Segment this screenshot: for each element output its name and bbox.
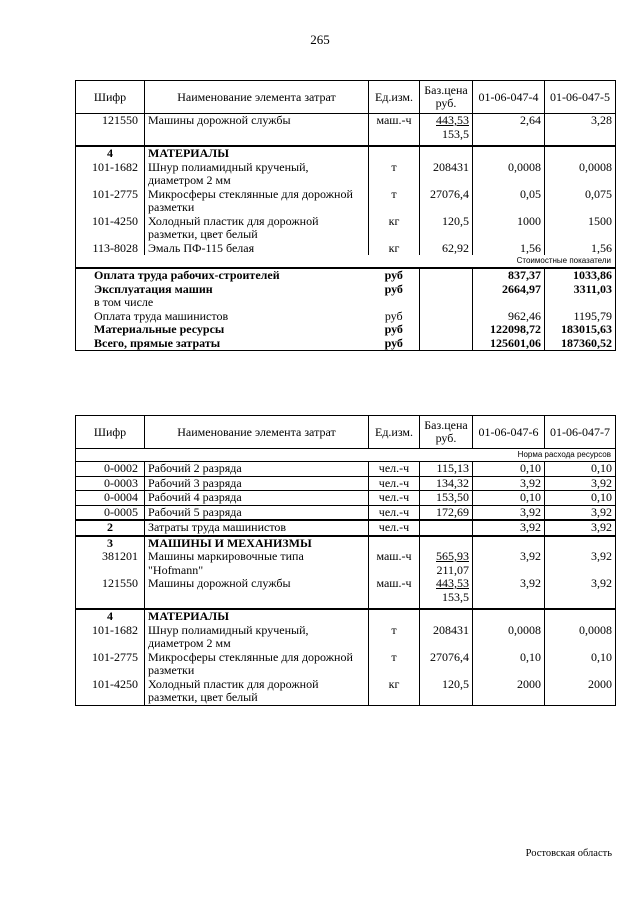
cost-row <box>76 337 616 351</box>
table-row <box>76 520 616 536</box>
cost-value-2: 183015,63 <box>545 323 616 337</box>
row-name-line1: Шнур полиамидный крученый, <box>148 622 309 637</box>
row-value-1: 0,0008 <box>473 161 545 188</box>
row-code: 2 <box>76 520 145 536</box>
row-price: 208431 <box>420 161 473 188</box>
row-value-2: 1,56 <box>545 242 616 256</box>
row-value-1: 3,92 <box>473 550 545 577</box>
row-name-line1: Машины маркировочные типа <box>148 549 304 563</box>
header-col-1: 01-06-047-6 <box>473 416 545 449</box>
cost-label: Оплата труда машинистов <box>76 310 369 324</box>
row-code: 101-1682 <box>76 161 145 188</box>
price-total: 565,93 <box>436 549 469 563</box>
row-value-2: 3,92 <box>545 476 616 491</box>
header-price-line1: Баз.цена <box>424 418 468 432</box>
table-row <box>76 476 616 491</box>
row-price: 120,5 <box>420 215 473 242</box>
row-value-2: 3,92 <box>545 577 616 604</box>
row-name-line2: разметки, цвет белый <box>148 227 258 241</box>
cost-label: Эксплуатация машин <box>76 283 369 297</box>
cost-value-2: 3311,03 <box>545 283 616 297</box>
row-price <box>420 114 473 142</box>
section-header <box>76 609 616 624</box>
row-code: 381201 <box>76 550 145 577</box>
row-name: Рабочий 2 разряда <box>145 462 369 477</box>
table-row <box>76 242 616 256</box>
cost-unit: руб <box>369 337 420 351</box>
row-code: 113-8028 <box>76 242 145 256</box>
row-unit: чел.-ч <box>369 505 420 520</box>
price-operator: 211,07 <box>436 562 469 577</box>
row-code: 0-0002 <box>76 462 145 477</box>
row-unit: маш.-ч <box>369 550 420 577</box>
row-unit: чел.-ч <box>369 491 420 506</box>
table-row <box>76 624 616 651</box>
row-price: 62,92 <box>420 242 473 256</box>
cost-row <box>76 283 616 297</box>
row-code: 0-0005 <box>76 505 145 520</box>
table-row <box>76 678 616 706</box>
cost-value-2: 1033,86 <box>545 268 616 283</box>
cost-label: в том числе <box>76 296 369 310</box>
row-name <box>145 215 369 242</box>
price-total: 443,53 <box>436 113 469 127</box>
table-row <box>76 215 616 242</box>
row-name-line2: разметки <box>148 200 195 214</box>
cost-unit: руб <box>369 310 420 324</box>
section-number: 3 <box>76 536 145 551</box>
row-value-2: 1500 <box>545 215 616 242</box>
section-header <box>76 146 616 161</box>
cost-row <box>76 268 616 283</box>
header-col-2: 01-06-047-5 <box>545 81 616 114</box>
resource-table-1 <box>75 80 616 351</box>
table-header <box>76 81 616 114</box>
cost-value-2: 187360,52 <box>545 337 616 351</box>
footer-region: Ростовская область <box>525 848 612 859</box>
row-value-2: 0,0008 <box>545 624 616 651</box>
row-value-2: 0,0008 <box>545 161 616 188</box>
header-unit: Ед.изм. <box>369 81 420 114</box>
row-name <box>145 651 369 678</box>
row-unit: чел.-ч <box>369 476 420 491</box>
row-name-line1: Микросферы стеклянные для дорожной <box>148 186 353 201</box>
cost-value-1 <box>473 296 545 310</box>
row-unit: т <box>369 624 420 651</box>
row-name-line2: диаметром 2 мм <box>148 636 231 650</box>
row-unit: чел.-ч <box>369 462 420 477</box>
cost-unit <box>369 296 420 310</box>
header-price-line1: Баз.цена <box>424 83 468 97</box>
row-price: 27076,4 <box>420 188 473 215</box>
header-unit: Ед.изм. <box>369 416 420 449</box>
cost-value-1: 125601,06 <box>473 337 545 351</box>
row-name-line1: Шнур полиамидный крученый, <box>148 159 309 174</box>
section-title: МАШИНЫ И МЕХАНИЗМЫ <box>145 536 369 551</box>
header-price <box>420 416 473 449</box>
row-value-1: 1000 <box>473 215 545 242</box>
row-unit: т <box>369 651 420 678</box>
cost-label: Материальные ресурсы <box>76 323 369 337</box>
row-price: 172,69 <box>420 505 473 520</box>
row-value-1: 0,10 <box>473 651 545 678</box>
row-value-2: 3,92 <box>545 505 616 520</box>
table-header <box>76 416 616 449</box>
section-number: 4 <box>76 146 145 161</box>
row-price <box>420 550 473 577</box>
row-name-line2: разметки, цвет белый <box>148 690 258 704</box>
cost-unit: руб <box>369 323 420 337</box>
row-unit: чел.-ч <box>369 520 420 536</box>
cost-row <box>76 323 616 337</box>
header-price-line2: руб. <box>435 96 457 110</box>
row-value-1: 3,92 <box>473 505 545 520</box>
row-value-1: 3,92 <box>473 520 545 536</box>
page-number: 265 <box>310 32 330 47</box>
resource-table-2 <box>75 415 616 706</box>
cost-label: Оплата труда рабочих-строителей <box>76 268 369 283</box>
row-name <box>145 242 369 256</box>
row-name-line1: Холодный пластик для дорожной <box>148 676 319 691</box>
row-value-1: 3,92 <box>473 577 545 604</box>
price-total: 443,53 <box>436 576 469 590</box>
row-code: 0-0003 <box>76 476 145 491</box>
row-unit: маш.-ч <box>369 114 420 142</box>
row-name-line1: Машины дорожной службы <box>148 576 291 590</box>
row-code: 101-2775 <box>76 188 145 215</box>
row-unit: кг <box>369 242 420 256</box>
row-name <box>145 678 369 706</box>
price-operator: 153,5 <box>442 589 469 604</box>
cost-value-1: 2664,97 <box>473 283 545 297</box>
table-row <box>76 577 616 604</box>
row-name: Затраты труда машинистов <box>145 520 369 536</box>
row-name-line1: Холодный пластик для дорожной <box>148 213 319 228</box>
header-col-1: 01-06-047-4 <box>473 81 545 114</box>
row-unit: маш.-ч <box>369 577 420 604</box>
row-name: Рабочий 4 разряда <box>145 491 369 506</box>
row-name-line2: "Hofmann" <box>148 562 204 577</box>
header-col-2: 01-06-047-7 <box>545 416 616 449</box>
row-code: 0-0004 <box>76 491 145 506</box>
row-value-1: 0,0008 <box>473 624 545 651</box>
header-code: Шифр <box>76 416 145 449</box>
header-code: Шифр <box>76 81 145 114</box>
row-value-1: 2,64 <box>473 114 545 142</box>
row-name: Рабочий 5 разряда <box>145 505 369 520</box>
cost-row <box>76 296 616 310</box>
row-code: 101-4250 <box>76 215 145 242</box>
row-value-2: 3,92 <box>545 550 616 577</box>
section-title: МАТЕРИАЛЫ <box>145 609 369 624</box>
header-price-line2: руб. <box>435 431 457 445</box>
cost-value-1: 962,46 <box>473 310 545 324</box>
table-row <box>76 161 616 188</box>
row-value-2: 0,10 <box>545 491 616 506</box>
row-unit: т <box>369 188 420 215</box>
row-value-2: 3,28 <box>545 114 616 142</box>
table-row <box>76 505 616 520</box>
cost-value-2: 1195,79 <box>545 310 616 324</box>
cost-value-1: 122098,72 <box>473 323 545 337</box>
row-code: 101-2775 <box>76 651 145 678</box>
row-unit: т <box>369 161 420 188</box>
section-header <box>76 536 616 551</box>
section-number: 4 <box>76 609 145 624</box>
row-name <box>145 188 369 215</box>
header-name: Наименование элемента затрат <box>145 81 369 114</box>
row-code: 121550 <box>76 114 145 142</box>
table-row <box>76 114 616 142</box>
row-price: 120,5 <box>420 678 473 706</box>
cost-value-1: 837,37 <box>473 268 545 283</box>
row-price: 134,32 <box>420 476 473 491</box>
norm-caption: Норма расхода ресурсов <box>473 449 616 462</box>
cost-caption-row <box>76 255 616 268</box>
row-value-2: 0,075 <box>545 188 616 215</box>
table-row <box>76 550 616 577</box>
row-name: Машины дорожной службы <box>145 114 369 142</box>
row-value-2: 0,10 <box>545 462 616 477</box>
cost-row <box>76 310 616 324</box>
row-price: 208431 <box>420 624 473 651</box>
norm-caption-row <box>76 449 616 462</box>
row-code: 121550 <box>76 577 145 604</box>
row-price: 27076,4 <box>420 651 473 678</box>
section-title: МАТЕРИАЛЫ <box>145 146 369 161</box>
row-value-1: 3,92 <box>473 476 545 491</box>
row-name-line2: диаметром 2 мм <box>148 173 231 187</box>
row-name: Рабочий 3 разряда <box>145 476 369 491</box>
row-name <box>145 577 369 604</box>
cost-caption: Стоимостные показатели <box>473 255 616 268</box>
cost-unit: руб <box>369 283 420 297</box>
row-value-1: 0,10 <box>473 491 545 506</box>
header-price <box>420 81 473 114</box>
row-price <box>420 577 473 604</box>
header-name: Наименование элемента затрат <box>145 416 369 449</box>
cost-unit: руб <box>369 268 420 283</box>
row-code: 101-4250 <box>76 678 145 706</box>
row-unit: кг <box>369 678 420 706</box>
row-price: 115,13 <box>420 462 473 477</box>
row-unit: кг <box>369 215 420 242</box>
table-row <box>76 188 616 215</box>
price-operator: 153,5 <box>442 126 469 141</box>
row-value-1: 2000 <box>473 678 545 706</box>
row-name <box>145 550 369 577</box>
cost-label: Всего, прямые затраты <box>76 337 369 351</box>
row-value-2: 2000 <box>545 678 616 706</box>
table-row <box>76 491 616 506</box>
row-value-2: 3,92 <box>545 520 616 536</box>
table-row <box>76 651 616 678</box>
cost-value-2 <box>545 296 616 310</box>
row-name-line2: разметки <box>148 663 195 677</box>
row-value-1: 0,10 <box>473 462 545 477</box>
row-value-2: 0,10 <box>545 651 616 678</box>
row-code: 101-1682 <box>76 624 145 651</box>
row-name-line1: Эмаль ПФ-115 белая <box>148 240 255 255</box>
row-name-line1: Микросферы стеклянные для дорожной <box>148 649 353 664</box>
row-value-1: 0,05 <box>473 188 545 215</box>
table-row <box>76 462 616 477</box>
row-price: 153,50 <box>420 491 473 506</box>
row-value-1: 1,56 <box>473 242 545 256</box>
row-name <box>145 161 369 188</box>
row-name <box>145 624 369 651</box>
